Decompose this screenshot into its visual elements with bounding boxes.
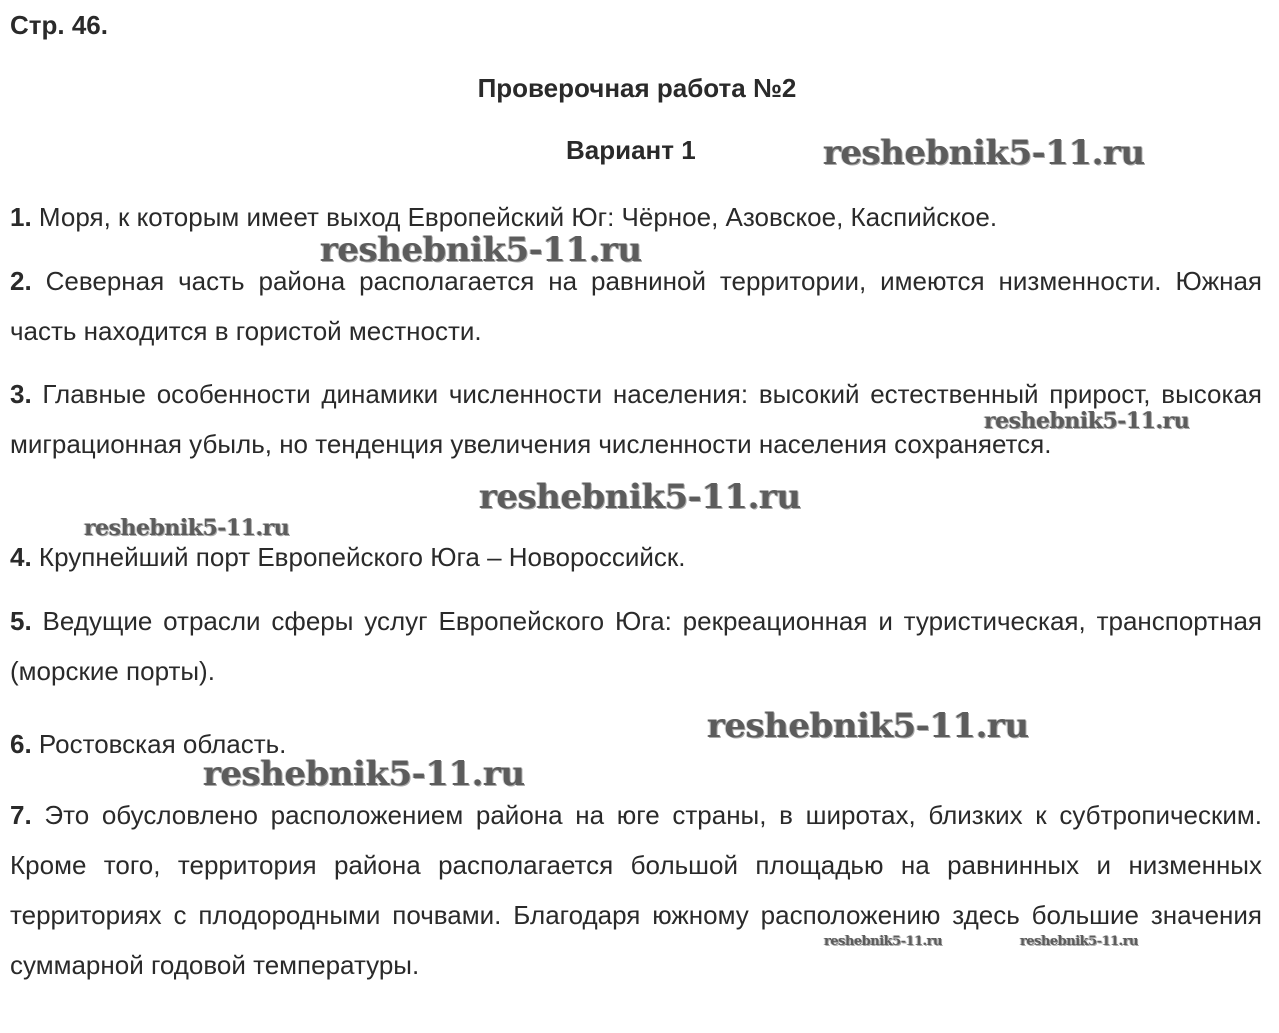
answer-7 <box>10 790 1262 990</box>
answer-2 <box>10 256 1262 356</box>
watermark: reshebnik5-11.ru <box>1020 934 1139 949</box>
variant-heading: Вариант 1 <box>566 135 696 165</box>
watermark: reshebnik5-11.ru <box>823 133 1145 173</box>
answer-5 <box>10 596 1262 696</box>
answer-number: 5. <box>10 606 32 636</box>
answer-text: Это обусловлено расположением района на юге страны, в широтах, близких к субтропическим. Кроме того, территория района располагается большой площадью на равнинных и низменных территориях с плодородными почвами. Благодаря южному расположению здесь большие значения суммарной годовой температуры. <box>10 800 1262 980</box>
answer-text: Ростовская область. <box>38 729 287 759</box>
answer-number: 1. <box>10 202 32 232</box>
watermark: reshebnik5-11.ru <box>203 754 525 794</box>
answer-text: Северная часть района располагается на равниной территории, имеются низменности. Южная часть находится в гористой местности. <box>10 266 1262 346</box>
watermark: reshebnik5-11.ru <box>824 934 943 949</box>
answer-text: Моря, к которым имеет выход Европейский Юг: Чёрное, Азовское, Каспийское. <box>38 202 998 232</box>
answer-text: Ведущие отрасли сферы услуг Европейского Юга: рекреационная и туристическая, транспортная (морские порты). <box>10 606 1262 686</box>
answer-number: 4. <box>10 542 32 572</box>
answer-number: 3. <box>10 379 32 409</box>
answer-number: 2. <box>10 266 32 296</box>
watermark: reshebnik5-11.ru <box>707 706 1029 746</box>
page-title: Проверочная работа №2 <box>477 73 797 103</box>
answer-text: Главные особенности динамики численности населения: высокий естественный прирост, высокая миграционная убыль, но тенденция увеличения численности населения сохраняется. <box>10 379 1262 459</box>
answer-number: 7. <box>10 800 32 830</box>
answer-6 <box>10 719 1262 769</box>
watermark: reshebnik5-11.ru <box>984 408 1190 434</box>
answer-text: Крупнейший порт Европейского Юга – Новороссийск. <box>38 542 686 572</box>
watermark: reshebnik5-11.ru <box>84 515 290 541</box>
page-label: Стр. 46. <box>10 10 108 40</box>
answer-number: 6. <box>10 729 32 759</box>
watermark: reshebnik5-11.ru <box>320 230 642 270</box>
watermark: reshebnik5-11.ru <box>479 477 801 517</box>
